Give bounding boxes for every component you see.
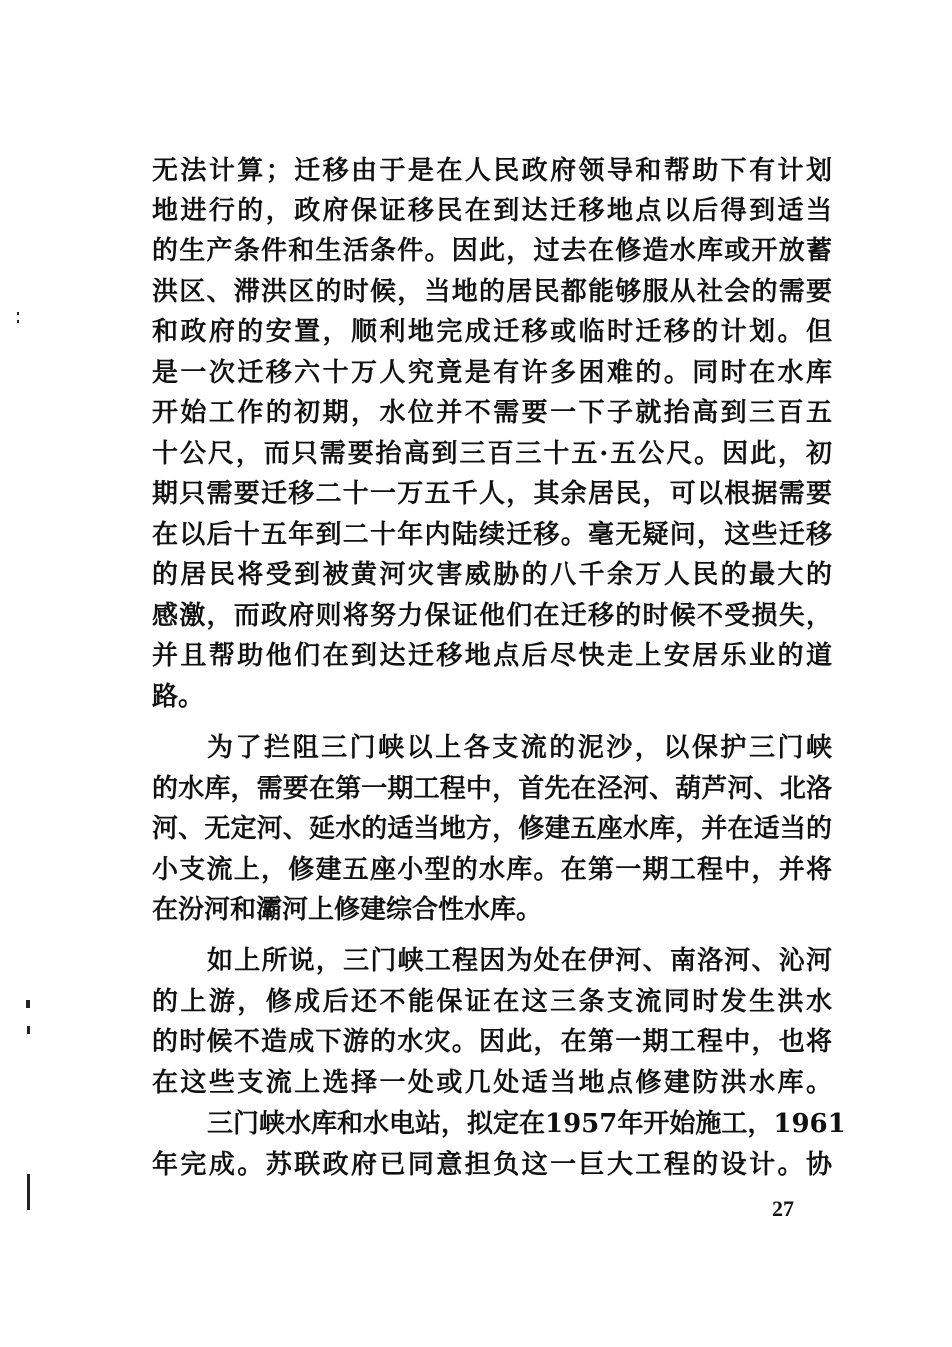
text-line: 年完成。苏联政府已同意担负这一巨大工程的设计。协 (152, 1150, 832, 1180)
text-line: 小支流上，修建五座小型的水库。在第一期工程中，并将 (152, 855, 832, 885)
scan-speck (27, 1174, 30, 1210)
scan-speck (17, 312, 19, 315)
text-line: 在以后十五年到二十年内陆续迁移。毫无疑问，这些迁移 (152, 520, 832, 550)
page-number: 27 (772, 1196, 794, 1221)
text-line: 地进行的，政府保证移民在到达迁移地点以后得到适当 (152, 196, 832, 226)
text-line: 是一次迁移六十万人究竟是有许多困难的。同时在水库 (152, 358, 832, 388)
text-line: 的生产条件和生活条件。因此，过去在修造水库或开放蓄 (152, 236, 832, 266)
scan-speck (17, 320, 19, 323)
text-line: 如上所说，三门峡工程因为处在伊河、南洛河、沁河 (207, 946, 832, 976)
scan-speck (27, 1026, 30, 1034)
text-line: 和政府的安置，顺利地完成迁移或临时迁移的计划。但 (152, 317, 832, 347)
text-line: 洪区、滞洪区的时候，当地的居民都能够服从社会的需要 (152, 277, 832, 307)
text-line: 在汾河和灞河上修建综合性水库。 (152, 895, 543, 925)
text-line: 的时候不造成下游的水灾。因此，在第一期工程中，也将 (152, 1027, 832, 1057)
text-line: 的上游，修成后还不能保证在这三条支流同时发生洪水 (152, 987, 832, 1017)
text-line: 河、无定河、延水的适当地方，修建五座水库，并在适当的 (152, 814, 832, 844)
scan-speck (26, 1000, 30, 1008)
text-line: 路。 (152, 682, 205, 712)
text-line: 开始工作的初期，水位并不需要一下子就抬高到三百五 (152, 398, 832, 428)
text-line: 期只需要迁移二十一万五千人，其余居民，可以根据需要 (152, 479, 832, 509)
text-line: 并且帮助他们在到达迁移地点后尽快走上安居乐业的道 (152, 641, 832, 671)
text-line: 在这些支流上选择一处或几处适当地点修建防洪水库。 (152, 1068, 832, 1098)
text-line: 无法计算；迁移由于是在人民政府领导和帮助下有计划 (152, 156, 832, 186)
text-line: 感激，而政府则将努力保证他们在迁移的时候不受损失， (152, 601, 832, 631)
text-line: 的水库，需要在第一期工程中，首先在泾河、葫芦河、北洛 (152, 774, 832, 804)
text-line: 十公尺，而只需要抬高到三百三十五·五公尺。因此，初 (152, 439, 832, 469)
text-line: 的居民将受到被黄河灾害威胁的八千余万人民的最大的 (152, 560, 832, 590)
text-line: 为了拦阻三门峡以上各支流的泥沙，以保护三门峡 (207, 733, 832, 763)
text-line: 三门峡水库和水电站，拟定在1957年开始施工，1961 (207, 1109, 846, 1139)
